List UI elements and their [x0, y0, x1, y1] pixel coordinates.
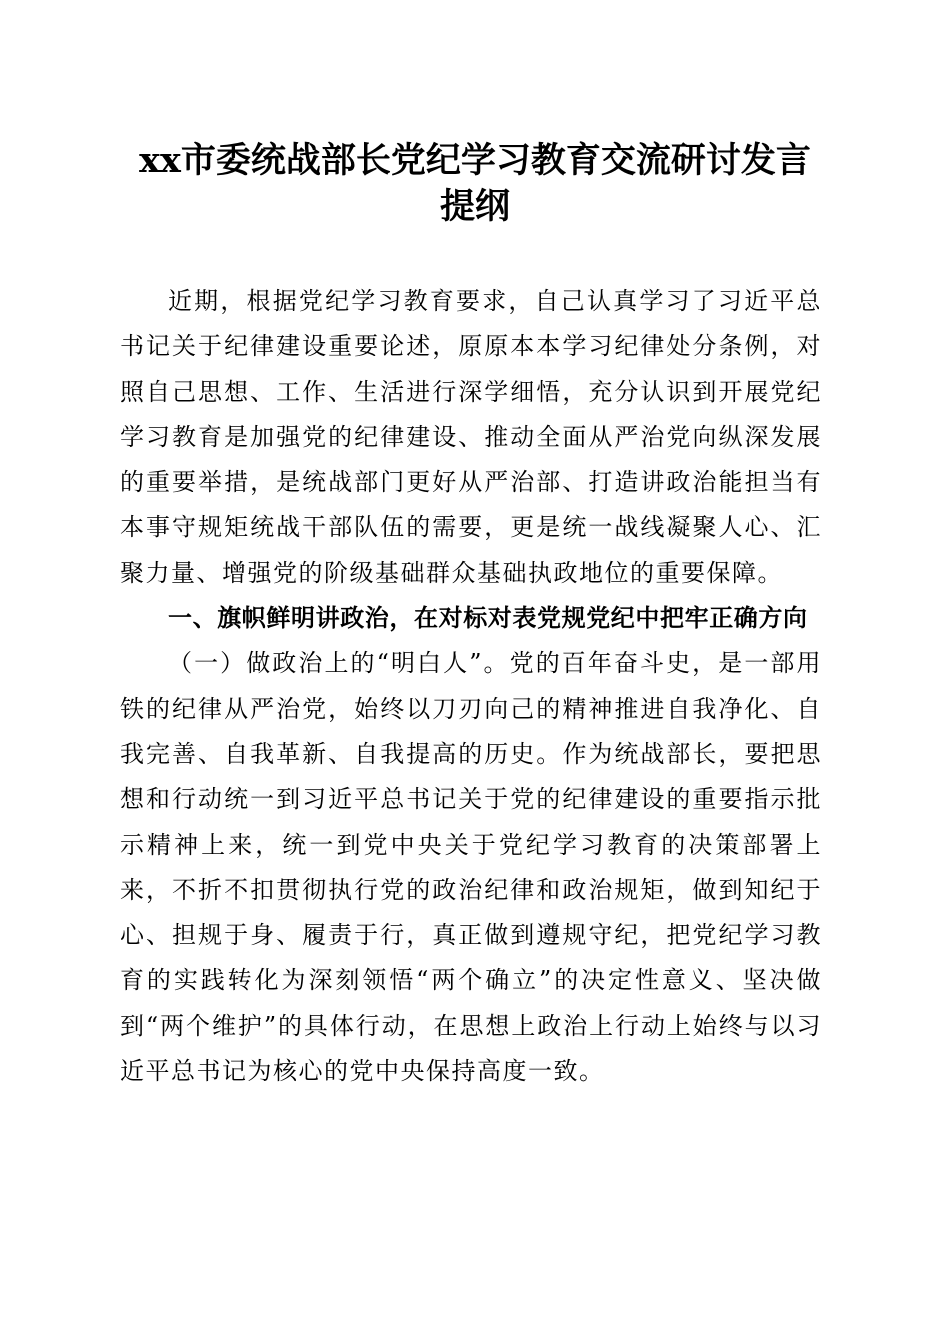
subsection-paragraph-1: （一）做政治上的“明白人”。党的百年奋斗史，是一部用铁的纪律从严治党，始终以刀刃向己的精神推进自我净化、自我完善、自我革新、自我提高的历史。作为统战部长，要把思想和行动统一到习近平总书记关于党的纪律建设的重要指示批示精神上来，统一到党中央关于党纪学习教育的决策部署上来，不折不扣贯彻执行党的政治纪律和政治规矩，做到知纪于心、担规于身、履责于行，真正做到遵规守纪，把党纪学习教育的实践转化为深刻领悟“两个确立”的决定性意义、坚决做到“两个维护”的具体行动，在思想上政治上行动上始终与以习近平总书记为核心的党中央保持高度一致。 — [120, 649, 822, 1086]
title-line-1: xx市委统战部长党纪学习教育交流研讨发言 — [139, 140, 811, 181]
title-line-2: 提纲 — [439, 186, 510, 227]
document-title — [100, 138, 850, 230]
intro-paragraph: 近期，根据党纪学习教育要求，自己认真学习了习近平总书记关于纪律建设重要论述，原原本本学习纪律处分条例，对照自己思想、工作、生活进行深学细悟，充分认识到开展党纪学习教育是加强党的纪律建设、推动全面从严治党向纵深发展的重要举措，是统战部门更好从严治部、打造讲政治能担当有本事守规矩统战干部队伍的需要，更是统一战线凝聚人心、汇聚力量、增强党的阶级基础群众基础执政地位的重要保障。 — [120, 287, 822, 587]
section-heading-1: 一、旗帜鲜明讲政治，在对标对表党规党纪中把牢正确方向 — [168, 604, 808, 633]
document-body — [120, 279, 822, 1094]
